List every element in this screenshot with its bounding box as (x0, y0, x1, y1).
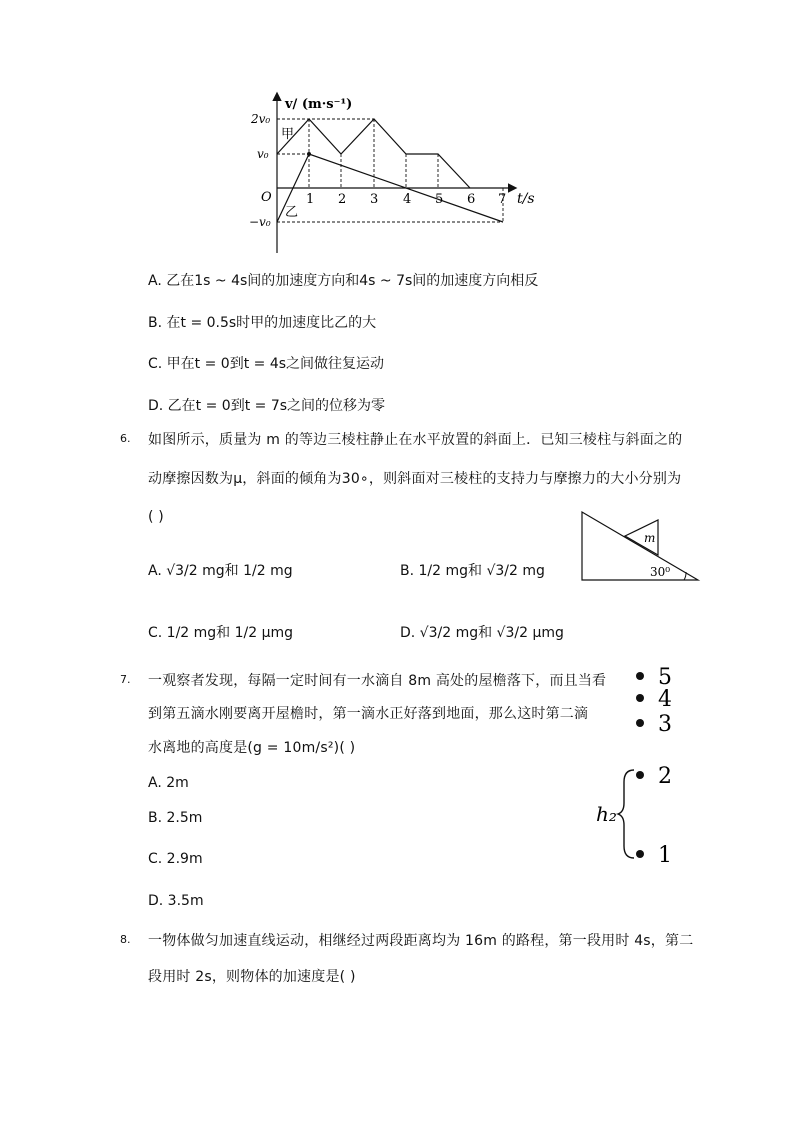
q6-line-3: ( ) (148, 509, 164, 525)
x-tick-7: 7 (498, 192, 507, 207)
drop-4-label: 4 (658, 687, 672, 712)
q5-option-c: C. 甲在t = 0到t = 4s之间做往复运动 (148, 356, 385, 372)
height-brace (618, 770, 634, 858)
x-tick-4: 4 (403, 192, 412, 207)
y-tick-neg-v0: −v₀ (249, 215, 271, 229)
series-label-yi: 乙 (285, 205, 299, 220)
water-drops-figure (594, 660, 684, 870)
angle-label: 30⁰ (650, 565, 671, 579)
vt-graph (245, 88, 545, 258)
q7-line-1: 一观察者发现，每隔一定时间有一水滴自 8m 高处的屋檐落下，而且当看 (148, 673, 607, 689)
x-tick-6: 6 (467, 192, 476, 207)
q5-option-b: B. 在t = 0.5s时甲的加速度比乙的大 (148, 315, 377, 331)
h2-label: h₂ (596, 802, 617, 826)
mass-label: m (644, 531, 656, 545)
q6-line-2: 动摩擦因数为μ，斜面的倾角为30∘，则斜面对三棱柱的支持力与摩擦力的大小分别为 (148, 471, 682, 487)
drop-1-label: 1 (658, 843, 672, 868)
drop-3-label: 3 (658, 712, 672, 737)
q7-number: 7. (120, 673, 131, 686)
q7-option-d: D. 3.5m (148, 893, 204, 909)
q5-option-a: A. 乙在1s ~ 4s间的加速度方向和4s ~ 7s间的加速度方向相反 (148, 273, 539, 289)
y-tick-2v0: 2v₀ (251, 112, 271, 126)
incline-wedge (582, 512, 698, 580)
q8-number: 8. (120, 933, 131, 946)
x-tick-1: 1 (306, 192, 315, 207)
origin-label: O (261, 190, 272, 205)
incline-figure (578, 508, 703, 584)
q6-line-1: 如图所示，质量为 m 的等边三棱柱静止在水平放置的斜面上．已知三棱柱与斜面之的 (148, 432, 683, 448)
q6-number: 6. (120, 432, 131, 445)
q6-option-d: D. √3/2 mg和 √3/2 μmg (400, 625, 564, 641)
x-tick-2: 2 (338, 192, 347, 207)
series-jia-line (277, 119, 470, 188)
q7-option-c: C. 2.9m (148, 851, 203, 867)
x-axis-label: t/s (517, 191, 535, 207)
q7-option-a: A. 2m (148, 775, 189, 791)
angle-arc (684, 572, 686, 580)
drop-5-label: 5 (658, 665, 672, 690)
q7-line-3: 水离地的高度是(g = 10m/s²)( ) (148, 740, 356, 756)
y-tick-v0: v₀ (257, 147, 269, 161)
q6-option-a: A. √3/2 mg和 1/2 mg (148, 563, 293, 579)
drop-5-dot (636, 672, 644, 680)
q5-option-d: D. 乙在t = 0到t = 7s之间的位移为零 (148, 398, 386, 414)
series-label-jia: 甲 (281, 127, 295, 142)
q8-line-2: 段用时 2s，则物体的加速度是( ) (148, 969, 356, 985)
q8-line-1: 一物体做匀加速直线运动，相继经过两段距离均为 16m 的路程，第一段用时 4s，第二 (148, 933, 694, 949)
q6-option-b: B. 1/2 mg和 √3/2 mg (400, 563, 545, 579)
drop-4-dot (636, 694, 644, 702)
q6-option-c: C. 1/2 mg和 1/2 μmg (148, 625, 294, 641)
x-tick-3: 3 (370, 192, 379, 207)
drop-3-dot (636, 719, 644, 727)
drop-2-dot (636, 771, 644, 779)
q7-line-2: 到第五滴水刚要离开屋檐时，第一滴水正好落到地面，那么这时第二滴 (148, 706, 589, 722)
drop-1-dot (636, 850, 644, 858)
drop-2-label: 2 (658, 764, 672, 789)
marker-point (307, 152, 311, 156)
q7-option-b: B. 2.5m (148, 810, 203, 826)
y-axis-label: v/ (m·s⁻¹) (285, 97, 353, 112)
x-tick-5: 5 (435, 192, 444, 207)
